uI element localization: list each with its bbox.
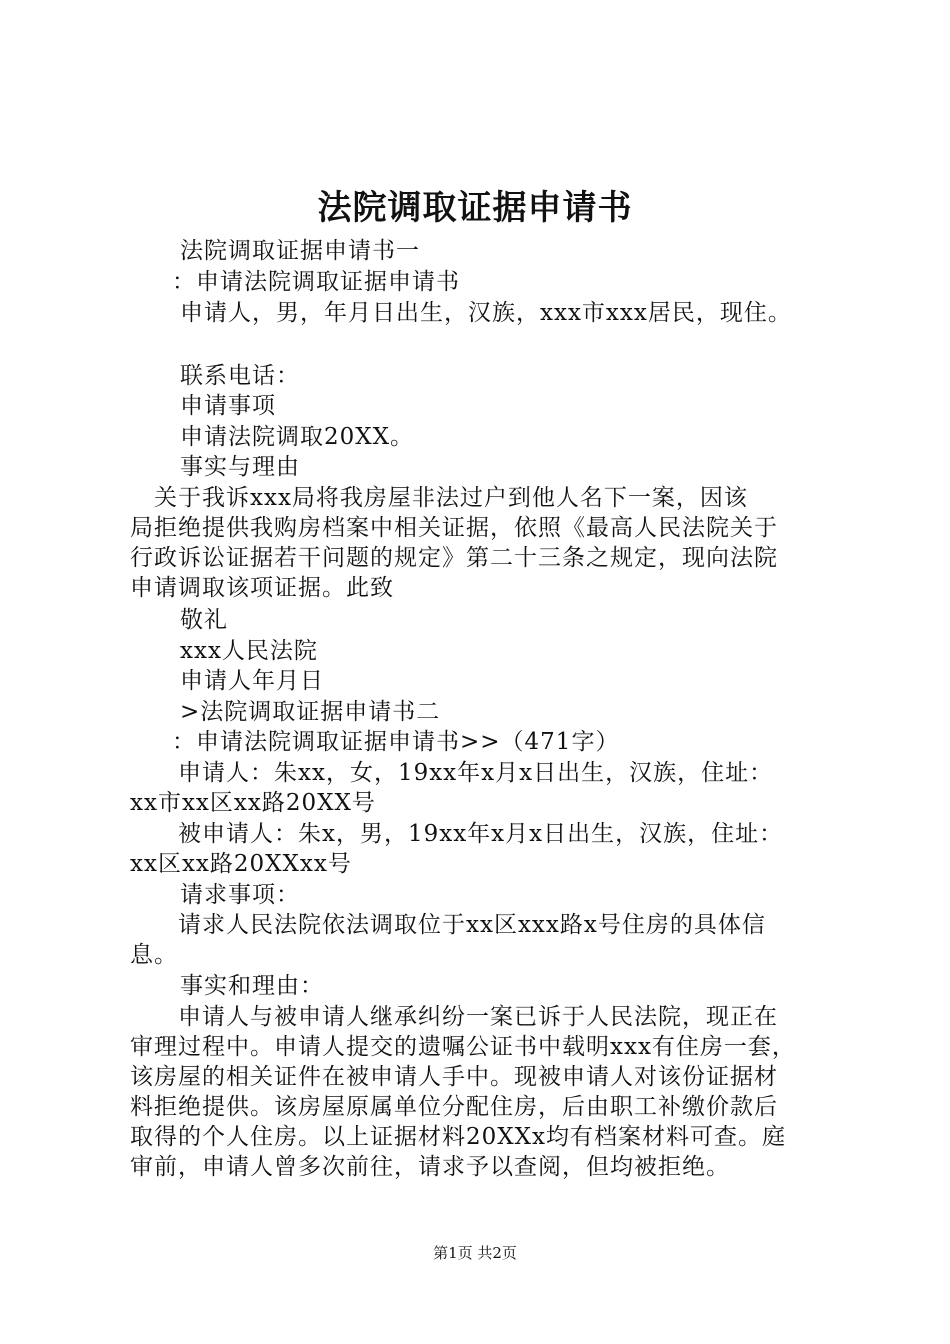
signature-date: 申请人年月日 (180, 668, 324, 694)
text-row: 该房屋的相关证件在被申请人手中。现被申请人对该份证据材 (130, 1064, 778, 1090)
applicant-line: 申请人，男，年月日出生，汉族，xxx市xxx居民，现住。 (180, 300, 792, 326)
text-row: 行政诉讼证据若干问题的规定》第二十三条之规定，现向法院 (130, 545, 778, 571)
court-name: xxx人民法院 (180, 638, 318, 664)
subject-line-2: ：申请法院调取证据申请书>>（471字） (172, 729, 620, 755)
request-matters-text (130, 910, 830, 970)
text-row: 审理过程中。申请人提交的遗嘱公证书中载明xxx有住房一套， (130, 1034, 796, 1060)
text-row: 申请人：朱xx，女，19xx年x月x日出生，汉族，住址： (130, 760, 774, 786)
closing-salutation: 敬礼 (180, 607, 228, 633)
section-heading-2: >法院调取证据申请书二 (180, 699, 441, 725)
text-row: xx区xx路20XXxx号 (130, 851, 352, 877)
applicant-info (130, 758, 830, 818)
request-matters-heading: 请求事项： (180, 882, 300, 908)
text-row: 审前，申请人曾多次前往，请求予以查阅，但均被拒绝。 (130, 1154, 730, 1180)
request-items-text: 申请法院调取20XX。 (180, 424, 415, 450)
respondent-info (130, 819, 830, 879)
text-row: xx市xx区xx路20XX号 (130, 790, 376, 816)
text-row: 申请人与被申请人继承纠纷一案已诉于人民法院，现正在 (130, 1004, 778, 1030)
text-row: 被申请人：朱x，男，19xx年x月x日出生，汉族，住址： (130, 821, 784, 847)
text-row: 取得的个人住房。以上证据材料20XXx均有档案材料可查。庭 (130, 1124, 786, 1150)
facts-reasons-heading: 事实与理由 (180, 454, 300, 480)
text-row: 料拒绝提供。该房屋原属单位分配住房，后由职工补缴价款后 (130, 1094, 778, 1120)
document-title: 法院调取证据申请书 (317, 188, 633, 228)
facts-paragraph-1 (130, 483, 830, 603)
text-row: 请求人民法院依法调取位于xx区xxx路x号住房的具体信 (130, 912, 766, 938)
facts-paragraph-2 (130, 1002, 830, 1182)
section-heading-1: 法院调取证据申请书一 (180, 238, 420, 264)
contact-phone-label: 联系电话： (180, 363, 300, 389)
text-row: 申请调取该项证据。此致 (130, 575, 394, 601)
text-row: 息。 (130, 942, 178, 968)
text-row: 关于我诉xxx局将我房屋非法过户到他人名下一案，因该 (130, 485, 748, 511)
text-row: 局拒绝提供我购房档案中相关证据，依照《最高人民法院关于 (130, 515, 778, 541)
request-items-heading: 申请事项 (180, 393, 276, 419)
subject-line-1: ：申请法院调取证据申请书 (172, 269, 460, 295)
facts-reasons-heading-2: 事实和理由： (180, 973, 324, 999)
page-number-footer: 第1页 共2页 (433, 1244, 517, 1262)
